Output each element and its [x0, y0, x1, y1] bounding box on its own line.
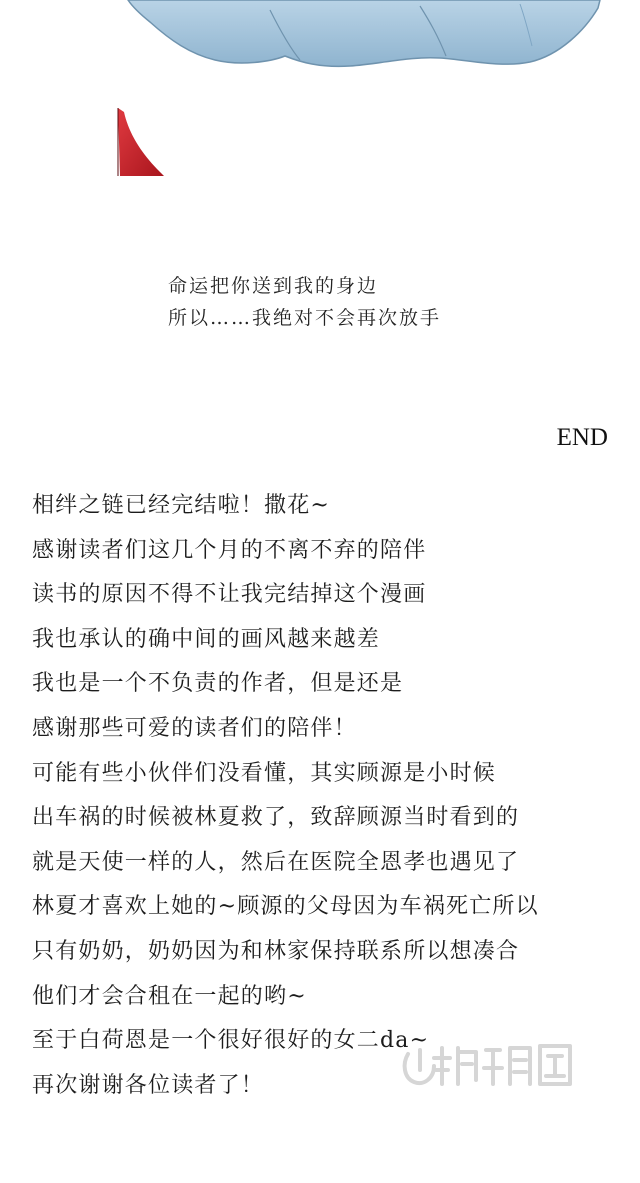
- illustration-fragment: [0, 0, 640, 180]
- afterword-line: 只有奶奶，奶奶因为和林家保持联系所以想凑合: [32, 938, 520, 964]
- end-label: END: [556, 424, 608, 451]
- afterword-line: 再次谢谢各位读者了！: [32, 1072, 265, 1098]
- quote-line: 所以……我绝对不会再次放手: [168, 307, 442, 329]
- afterword-line: 相绊之链已经完结啦！撒花~: [32, 493, 331, 518]
- afterword-line: 他们才会合租在一起的哟~: [32, 983, 307, 1009]
- afterword-line: 至于白荷恩是一个很好很好的女二da~: [32, 1028, 430, 1054]
- afterword-line: 林夏才喜欢上她的~顾源的父母因为车祸死亡所以: [32, 894, 539, 920]
- afterword-line: 我也承认的确中间的画风越来越差: [32, 626, 381, 652]
- red-accent-shape: [118, 108, 164, 176]
- afterword-line: 可能有些小伙伴们没看懂，其实顾源是小时候: [32, 760, 497, 786]
- quote-line: 命运把你送到我的身边: [168, 275, 379, 297]
- afterword-line: 就是天使一样的人，然后在医院全恩孝也遇见了: [32, 849, 520, 875]
- quote-block: [168, 270, 441, 334]
- afterword-line: 我也是一个不负责的作者，但是还是: [32, 671, 404, 697]
- afterword-line: 读书的原因不得不让我完结掉这个漫画: [32, 582, 427, 608]
- watermark-logo: [400, 1040, 575, 1090]
- afterword-line: 感谢那些可爱的读者们的陪伴！: [32, 715, 357, 741]
- afterword-line: 感谢读者们这几个月的不离不弃的陪伴: [32, 537, 427, 563]
- afterword-line: 出车祸的时候被林夏救了，致辞顾源当时看到的: [32, 805, 520, 831]
- afterword-text: [32, 484, 622, 1108]
